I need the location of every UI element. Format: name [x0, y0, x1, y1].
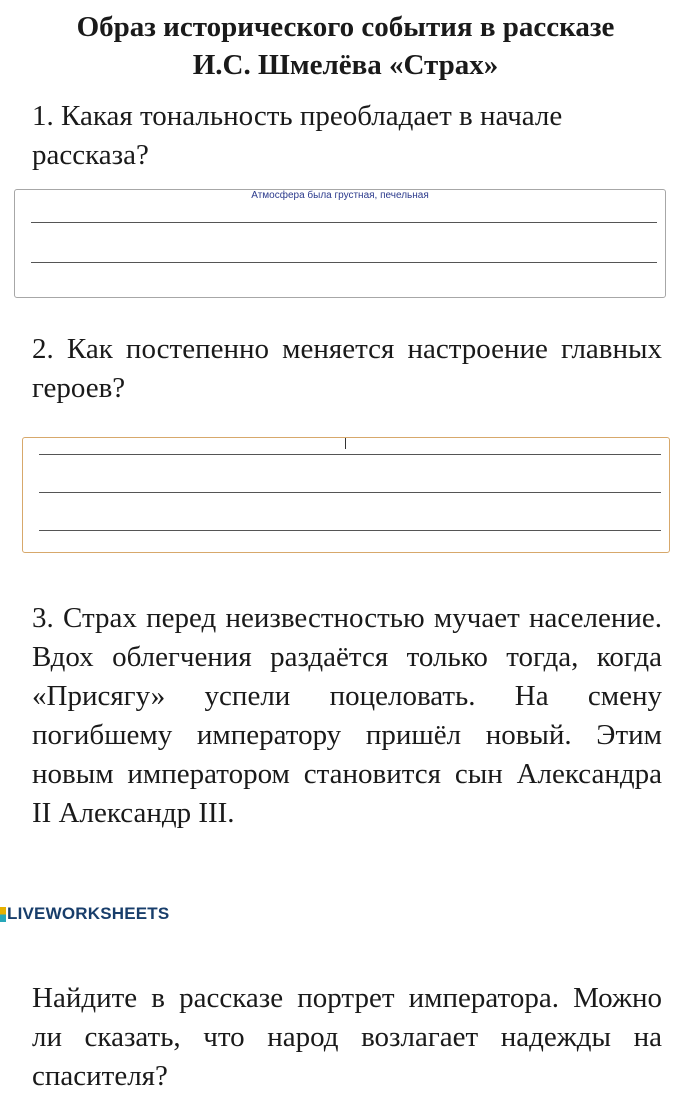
answer-line	[39, 492, 661, 493]
liveworksheets-logo	[0, 903, 169, 925]
answer-line	[31, 222, 657, 223]
answer-field-2[interactable]	[22, 437, 670, 553]
worksheet-title	[0, 8, 691, 84]
question-2-text: 2. Как постепенно меняется настроение главных героев?	[32, 333, 662, 404]
paragraph-3-text: 3. Страх перед неизвестностью мучает население. Вдох облегчения раздаётся только тогда, когда «Присягу» успели поцеловать. На смену погибшему императору пришёл новый. Этим новым императором становится сын Александра II Александр III.	[32, 602, 662, 829]
text-cursor	[345, 438, 346, 449]
worksheet-title-line-1: Образ исторического события в рассказе	[76, 11, 615, 43]
liveworksheets-logo-text: LIVEWORKSHEETS	[7, 904, 170, 923]
question-1-text: 1. Какая тональность преобладает в начале рассказа?	[32, 100, 563, 171]
answer-1-text: Атмосфера была грустная, печельная	[251, 190, 429, 201]
answer-line	[39, 530, 661, 531]
answer-line	[39, 454, 661, 455]
question-4-text: Найдите в рассказе портрет императора. Можно ли сказать, что народ возлагает надежды на спасителя?	[32, 982, 662, 1092]
answer-field-1[interactable]	[14, 189, 666, 298]
worksheet-title-line-2: И.С. Шмелёва «Страх»	[192, 49, 499, 81]
liveworksheets-logo-icon	[0, 907, 6, 922]
answer-line	[31, 262, 657, 263]
